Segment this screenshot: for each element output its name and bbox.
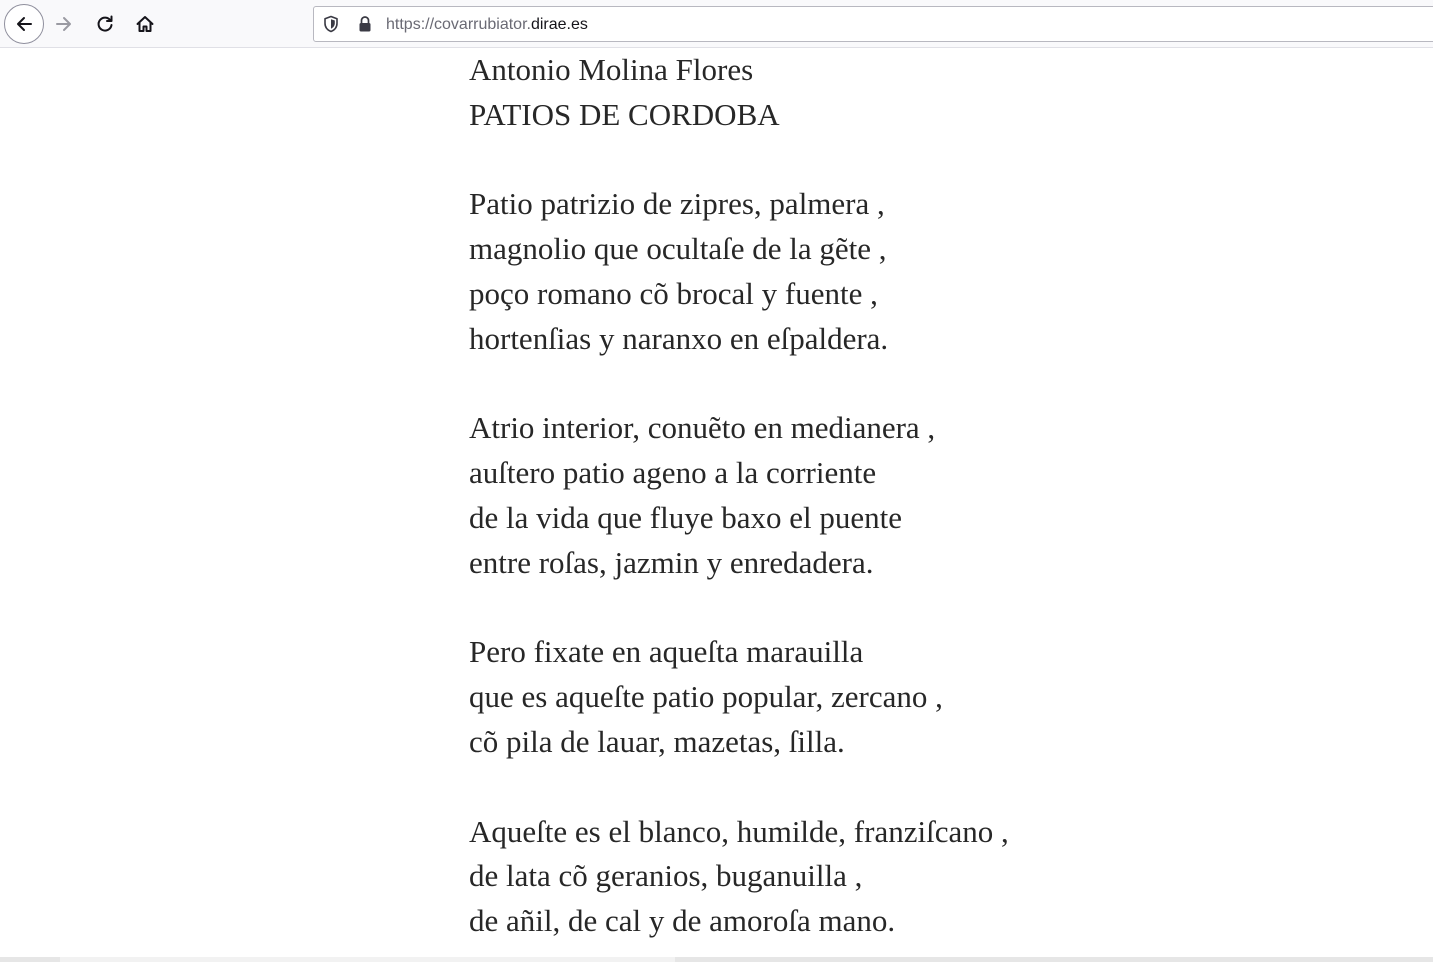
- forward-button[interactable]: [44, 4, 84, 44]
- poem-line: auſtero patio ageno a la corriente: [469, 455, 877, 491]
- address-bar[interactable]: [313, 6, 1433, 42]
- reload-button[interactable]: [85, 4, 125, 44]
- arrow-right-icon: [54, 14, 74, 34]
- url-domain: dirae.es: [530, 16, 588, 33]
- stanza-1: [469, 182, 1089, 361]
- scrollbar-thumb[interactable]: [60, 957, 675, 962]
- stanza-4: [469, 810, 1089, 944]
- poem-line: Patio patrizio de zipres, palmera ,: [469, 186, 885, 222]
- back-button[interactable]: [4, 4, 44, 44]
- reload-icon: [95, 14, 115, 34]
- horizontal-scrollbar[interactable]: [0, 957, 1433, 962]
- stanza-2: [469, 406, 1089, 585]
- poem-line: que es aqueſte patio popular, zercano ,: [469, 679, 943, 715]
- lock-icon[interactable]: [357, 15, 373, 33]
- poem-line: Atrio interior, conuẽto en medianera ,: [469, 410, 936, 446]
- poem-line: entre roſas, jazmin y enredadera.: [469, 544, 874, 580]
- poem-line: Aqueſte es el blanco, humilde, franziſcano ,: [469, 813, 1009, 849]
- browser-toolbar: [0, 0, 1433, 48]
- poem-line: Pero fixate en aqueſta marauilla: [469, 634, 864, 670]
- home-icon: [135, 14, 155, 34]
- page-content: [469, 48, 1089, 944]
- home-button[interactable]: [125, 4, 165, 44]
- poem-line: de lata cõ geranios, buganuilla ,: [469, 858, 863, 894]
- poem-author: Antonio Molina Flores: [469, 52, 754, 87]
- poem-line: de añil, de cal y de amoroſa mano.: [469, 903, 896, 939]
- poem-line: cõ pila de lauar, mazetas, ſilla.: [469, 723, 845, 759]
- poem-title: PATIOS DE CORDOBA: [469, 96, 780, 132]
- url-scheme: https://covarrubiator.: [386, 16, 531, 33]
- poem-line: de la vida que fluye baxo el puente: [469, 499, 902, 535]
- shield-icon[interactable]: [322, 15, 340, 33]
- poem-line: magnolio que ocultaſe de la gẽte ,: [469, 231, 887, 267]
- stanza-3: [469, 630, 1089, 764]
- url-text[interactable]: [386, 15, 588, 35]
- arrow-left-icon: [14, 14, 34, 34]
- poem-line: hortenſias y naranxo en eſpaldera.: [469, 320, 889, 356]
- poem-line: poço romano cõ brocal y fuente ,: [469, 275, 878, 311]
